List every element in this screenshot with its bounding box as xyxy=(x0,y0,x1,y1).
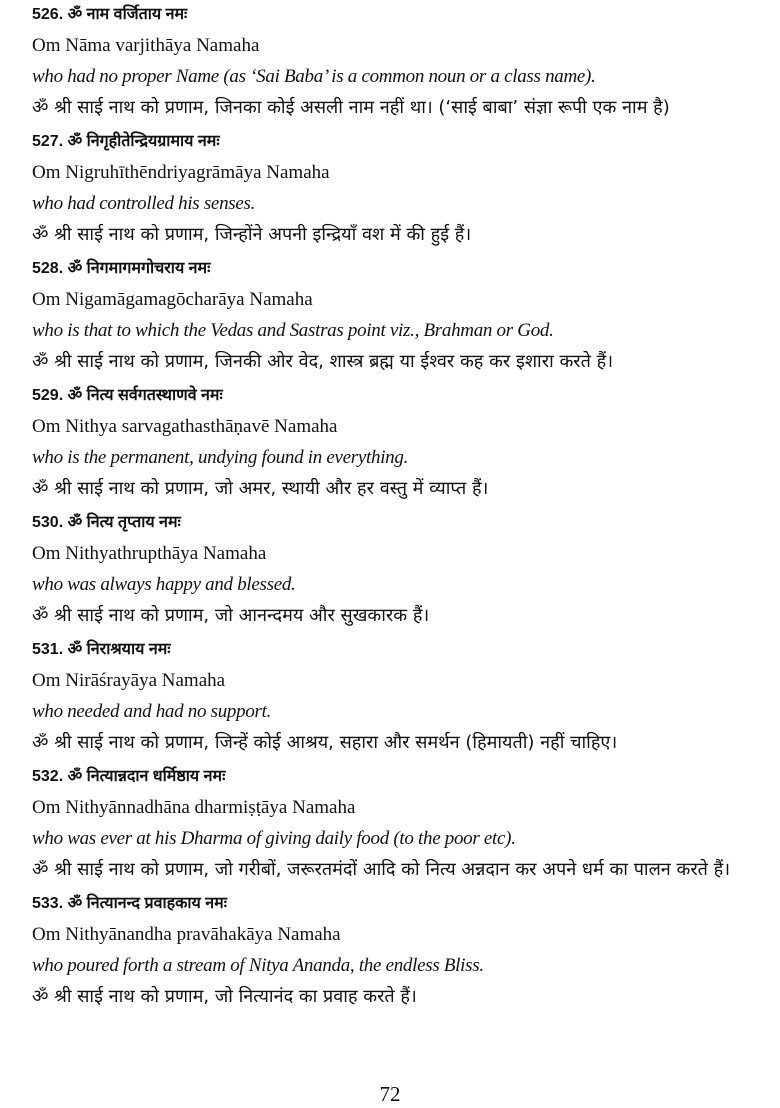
hindi-meaning: ॐ श्री साई नाथ को प्रणाम, जिनकी ओर वेद, शास्त्र ब्रह्म या ईश्वर कह कर इशारा करते हैं। xyxy=(32,351,614,372)
entry-number: 526. xyxy=(32,6,64,23)
name-entry xyxy=(32,127,750,254)
entry-heading xyxy=(32,381,750,411)
hindi-meaning: ॐ श्री साई नाथ को प्रणाम, जिन्होंने अपनी इन्द्रियाँ वश में की हुई हैं। xyxy=(32,224,472,245)
name-entry xyxy=(32,0,750,127)
name-entry xyxy=(32,762,750,889)
name-entry xyxy=(32,889,750,1016)
entry-heading xyxy=(32,254,750,284)
transliteration: Om Nirāśrayāya Namaha xyxy=(32,670,226,691)
entry-number: 533. xyxy=(32,895,64,912)
entry-heading xyxy=(32,889,750,919)
sanskrit-mantra: ॐ नित्यान्नदान धर्मिष्ठाय नमः xyxy=(67,768,226,785)
entry-number: 532. xyxy=(32,768,64,785)
transliteration: Om Nigamāgamagōcharāya Namaha xyxy=(32,289,313,310)
hindi-meaning: ॐ श्री साई नाथ को प्रणाम, जिनका कोई असली नाम नहीं था। (‘साई बाबा’ संज्ञा रूपी एक नाम है) xyxy=(32,97,670,118)
english-meaning: who had no proper Name (as ‘Sai Baba’ is a common noun or a class name). xyxy=(32,66,596,87)
english-meaning: who had controlled his senses. xyxy=(32,193,256,214)
entry-heading xyxy=(32,127,750,157)
english-meaning: who needed and had no support. xyxy=(32,701,272,722)
entry-number: 530. xyxy=(32,514,64,531)
sanskrit-mantra: ॐ निगमागमगोचराय नमः xyxy=(67,260,211,277)
entry-number: 528. xyxy=(32,260,64,277)
english-meaning: who is that to which the Vedas and Sastras point viz., Brahman or God. xyxy=(32,320,554,341)
sanskrit-mantra: ॐ नित्यानन्द प्रवाहकाय नमः xyxy=(67,895,227,912)
sanskrit-mantra: ॐ नित्य तृप्ताय नमः xyxy=(67,514,181,531)
transliteration: Om Nithyānandha pravāhakāya Namaha xyxy=(32,924,341,945)
name-entry xyxy=(32,635,750,762)
name-entry xyxy=(32,381,750,508)
english-meaning: who is the permanent, undying found in everything. xyxy=(32,447,409,468)
transliteration: Om Nithyānnadhāna dharmiṣṭāya Namaha xyxy=(32,797,356,818)
hindi-meaning: ॐ श्री साई नाथ को प्रणाम, जो नित्यानंद का प्रवाह करते हैं। xyxy=(32,986,417,1007)
transliteration: Om Nithyathrupthāya Namaha xyxy=(32,543,267,564)
sanskrit-mantra: ॐ निगृहीतेन्द्रियग्रामाय नमः xyxy=(67,133,220,150)
english-meaning: who was ever at his Dharma of giving daily food (to the poor etc). xyxy=(32,828,516,849)
entry-heading xyxy=(32,508,750,538)
transliteration: Om Nithya sarvagathasthāṇavē Namaha xyxy=(32,416,338,437)
entry-heading xyxy=(32,635,750,665)
entry-heading xyxy=(32,0,750,30)
hindi-meaning: ॐ श्री साई नाथ को प्रणाम, जो अमर, स्थायी और हर वस्तु में व्याप्त हैं। xyxy=(32,478,489,499)
hindi-meaning: ॐ श्री साई नाथ को प्रणाम, जो आनन्दमय और सुखकारक हैं। xyxy=(32,605,430,626)
entry-number: 529. xyxy=(32,387,64,404)
sanskrit-mantra: ॐ नाम वर्जिताय नमः xyxy=(67,6,188,23)
transliteration: Om Nāma varjithāya Namaha xyxy=(32,35,260,56)
entry-heading xyxy=(32,762,750,792)
english-meaning: who was always happy and blessed. xyxy=(32,574,296,595)
name-entry xyxy=(32,254,750,381)
sanskrit-mantra: ॐ निराश्रयाय नमः xyxy=(67,641,171,658)
entry-number: 527. xyxy=(32,133,64,150)
hindi-meaning: ॐ श्री साई नाथ को प्रणाम, जिन्हें कोई आश्रय, सहारा और समर्थन (हिमायती) नहीं चाहिए। xyxy=(32,732,618,753)
transliteration: Om Nigruhīthēndriyagrāmāya Namaha xyxy=(32,162,330,183)
document-page xyxy=(32,0,750,1016)
english-meaning: who poured forth a stream of Nitya Ananda, the endless Bliss. xyxy=(32,955,484,976)
hindi-meaning: ॐ श्री साई नाथ को प्रणाम, जो गरीबों, जरूरतमंदों आदि को नित्य अन्नदान कर अपने धर्म का पालन करते हैं। xyxy=(32,859,731,880)
sanskrit-mantra: ॐ नित्य सर्वगतस्थाणवे नमः xyxy=(67,387,223,404)
page-number: 72 xyxy=(379,1082,401,1106)
name-entry xyxy=(32,508,750,635)
entry-number: 531. xyxy=(32,641,64,658)
